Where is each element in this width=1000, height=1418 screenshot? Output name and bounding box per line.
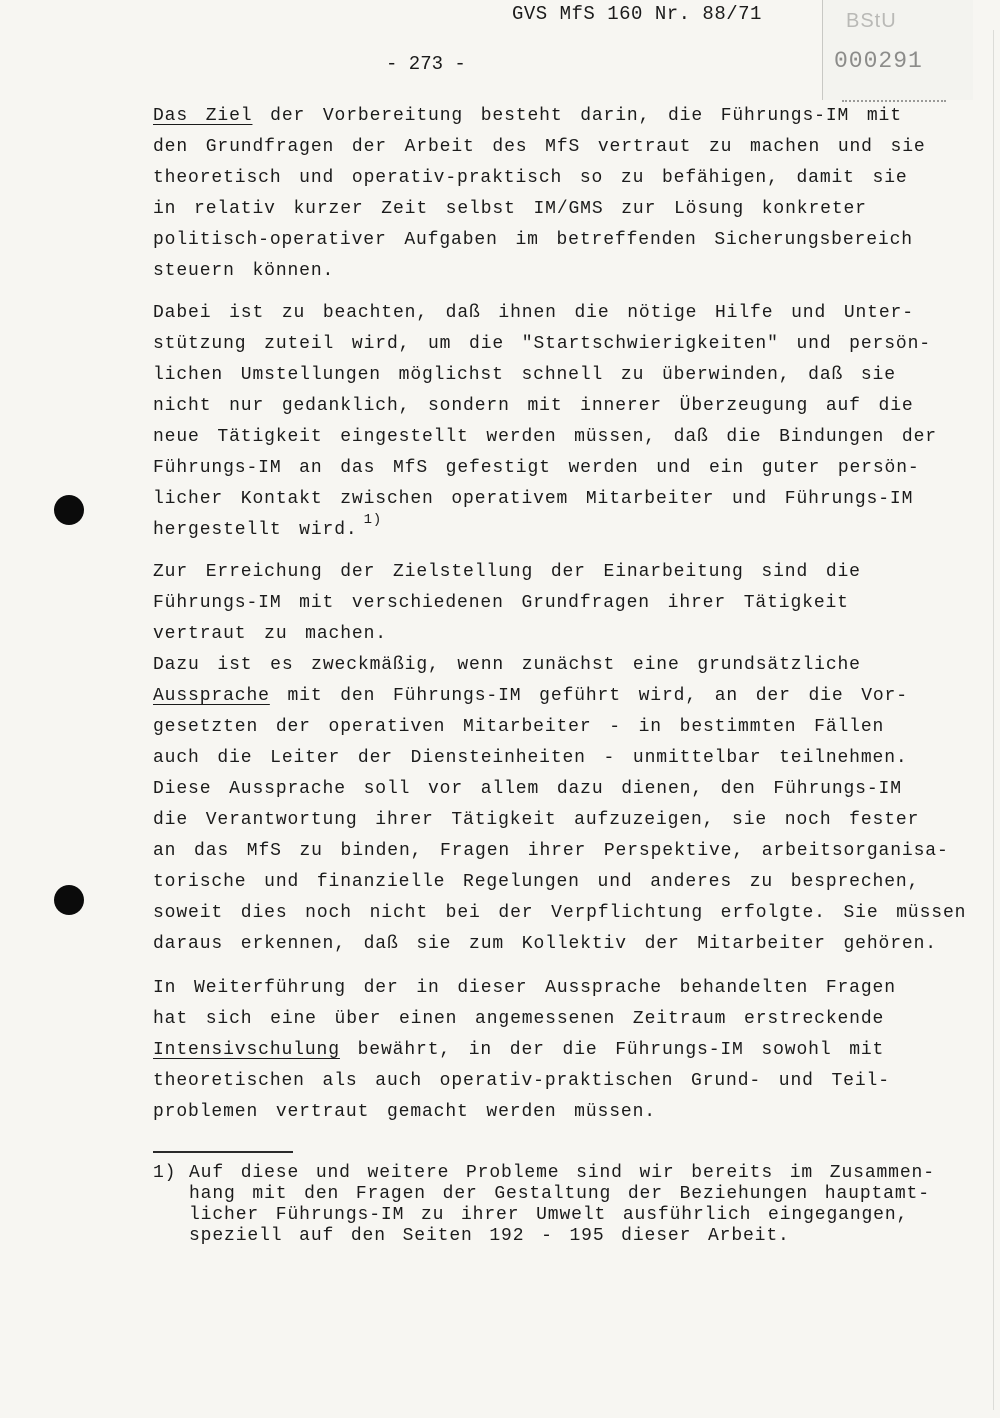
underlined-phrase: Intensivschulung (153, 1040, 340, 1060)
footnote-reference: 1) (363, 512, 383, 528)
paragraph-line: Führungs-IM an das MfS gefestigt werden und ein guter persön- (153, 458, 920, 478)
paragraph-2 (153, 298, 937, 546)
paragraph-line: stützung zuteil wird, um die "Startschwierigkeiten" und persön- (153, 334, 931, 354)
paragraph-line: licher Kontakt zwischen operativem Mitarbeiter und Führungs-IM (153, 489, 914, 509)
footnote-marker: 1) (153, 1163, 177, 1183)
footnote-line: Auf diese und weitere Probleme sind wir bereits im Zusammen- (189, 1163, 935, 1183)
document-code: GVS MfS 160 Nr. 88/71 (512, 3, 762, 25)
paragraph-line: Diese Aussprache soll vor allem dazu dienen, den Führungs-IM (153, 779, 902, 799)
footnote-line: speziell auf den Seiten 192 - 195 dieser Arbeit. (189, 1226, 790, 1246)
paragraph-line: torische und finanzielle Regelungen und anderes zu besprechen, (153, 872, 920, 892)
paragraph-line: problemen vertraut gemacht werden müssen. (153, 1102, 656, 1122)
punch-hole-top (54, 495, 84, 525)
paragraph-1 (153, 101, 926, 287)
paragraph-line: daraus erkennen, daß sie zum Kollektiv der Mitarbeiter gehören. (153, 934, 937, 954)
page-number: - 273 - (386, 53, 466, 75)
paragraph-line: neue Tätigkeit eingestellt werden müssen, daß die Bindungen der (153, 427, 937, 447)
paragraph-4 (153, 973, 896, 1128)
paragraph-line: an das MfS zu binden, Fragen ihrer Perspektive, arbeitsorganisa- (153, 841, 949, 861)
paragraph-line: politisch-operativer Aufgaben im betreffenden Sicherungsbereich (153, 230, 913, 250)
paragraph-line: die Verantwortung ihrer Tätigkeit aufzuzeigen, sie noch fester (153, 810, 920, 830)
footnote-line: hang mit den Fragen der Gestaltung der Beziehungen hauptamt- (189, 1184, 930, 1204)
footnote-line: licher Führungs-IM zu ihrer Umwelt ausführlich eingegangen, (189, 1205, 909, 1225)
footnote (153, 1163, 935, 1247)
paragraph-line: Das Ziel der Vorbereitung besteht darin, die Führungs-IM mit (153, 106, 902, 126)
paragraph-line: theoretischen als auch operativ-praktischen Grund- und Teil- (153, 1071, 890, 1091)
paragraph-line: auch die Leiter der Diensteinheiten - unmittelbar teilnehmen. (153, 748, 908, 768)
paragraph-line: hat sich eine über einen angemessenen Zeitraum erstreckende (153, 1009, 885, 1029)
paragraph-line: nicht nur gedanklich, sondern mit innerer Überzeugung auf die (153, 396, 914, 416)
footnote-separator (153, 1151, 293, 1153)
paragraph-line: den Grundfragen der Arbeit des MfS vertraut zu machen und sie (153, 137, 926, 157)
paper-edge-line (993, 30, 994, 1410)
paragraph-line: Dazu ist es zweckmäßig, wenn zunächst eine grundsätzliche (153, 655, 861, 675)
paragraph-line: steuern können. (153, 261, 335, 281)
paragraph-line: Zur Erreichung der Zielstellung der Einarbeitung sind die (153, 562, 861, 582)
paragraph-line: vertraut zu machen. (153, 624, 387, 644)
paragraph-line: Führungs-IM mit verschiedenen Grundfragen ihrer Tätigkeit (153, 593, 849, 613)
paragraph-line: soweit dies noch nicht bei der Verpflichtung erfolgte. Sie müssen (153, 903, 967, 923)
paragraph-line: lichen Umstellungen möglichst schnell zu überwinden, daß sie (153, 365, 896, 385)
paragraph-3 (153, 557, 966, 960)
punch-hole-bottom (54, 885, 84, 915)
paragraph-line: In Weiterführung der in dieser Aussprache behandelten Fragen (153, 978, 896, 998)
stamp-archive-label: BStU (846, 10, 897, 32)
paragraph-line: gesetzten der operativen Mitarbeiter - in bestimmten Fällen (153, 717, 885, 737)
paragraph-line: hergestellt wird. $^{1)}$ (153, 512, 383, 540)
paragraph-line: Aussprache mit den Führungs-IM geführt wird, an der die Vor- (153, 686, 908, 706)
paragraph-line: Intensivschulung bewährt, in der die Führungs-IM sowohl mit (153, 1040, 885, 1060)
stamp-number: 000291 (834, 48, 923, 74)
paragraph-line: theoretisch und operativ-praktisch so zu befähigen, damit sie (153, 168, 908, 188)
underlined-phrase: Aussprache (153, 686, 270, 706)
paragraph-line: in relativ kurzer Zeit selbst IM/GMS zur Lösung konkreter (153, 199, 867, 219)
paragraph-line: Dabei ist zu beachten, daß ihnen die nötige Hilfe und Unter- (153, 303, 914, 323)
underlined-phrase: Das Ziel (153, 106, 253, 126)
